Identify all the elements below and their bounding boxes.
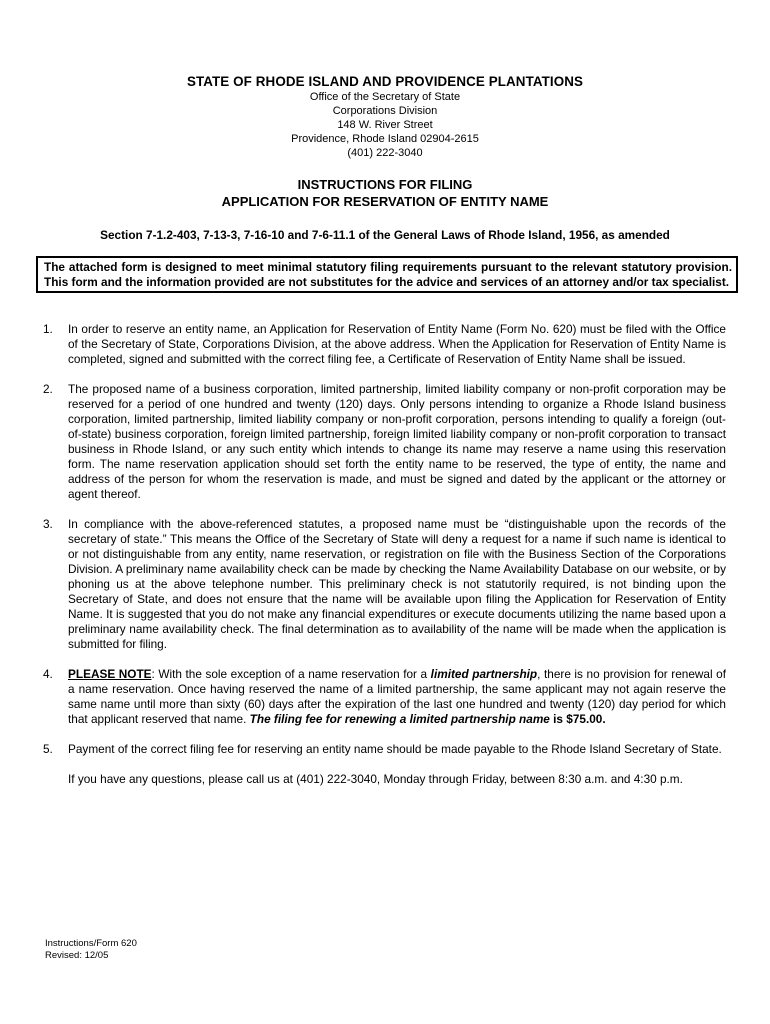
form-id: Instructions/Form 620 [45, 938, 137, 949]
instruction-list [43, 322, 726, 787]
title-line-2: APPLICATION FOR RESERVATION OF ENTITY NAME [221, 193, 549, 209]
renewal-fee-amount: is $75.00. [549, 712, 606, 726]
item-number: 3. [43, 517, 53, 531]
item-text: , there is no provision for renewal of a name reservation. Once having reserved the name of a limited partnership, the same applicant may not again reserve the same name until more than sixty (60) days after the expiration of the last one hundred and twenty (120) day period for which that applicant reserved that name. [68, 667, 726, 726]
item-number: 4. [43, 667, 53, 681]
street-address: 148 W. River Street [337, 119, 433, 131]
item-text: In order to reserve an entity name, an Application for Reservation of Entity Name (Form No. 620) must be filed with the Office of the Secretary of State, Corporations Division, at the above address. When the Application for Reservation of Entity Name is completed, signed and submitted with the correct filing fee, a Certificate of Reservation of Entity Name shall be issued. [68, 322, 726, 366]
notice-box: The attached form is designed to meet minimal statutory filing requirements pursuant to the relevant statutory provision. This form and the information provided are not substitutes for the advice and services of an attorney and/or tax specialist. [36, 256, 738, 293]
document-title [0, 177, 770, 210]
state-title: STATE OF RHODE ISLAND AND PROVIDENCE PLANTATIONS [186, 74, 584, 89]
item-number: 1. [43, 322, 53, 336]
title-line-1: INSTRUCTIONS FOR FILING [297, 177, 473, 192]
office-name: Office of the Secretary of State [309, 91, 461, 103]
footer [45, 938, 137, 962]
list-item [43, 667, 726, 727]
letterhead [0, 74, 770, 160]
limited-partnership-emphasis: limited partnership [430, 667, 538, 681]
list-item [43, 322, 726, 367]
section-reference: Section 7-1.2-403, 7-13-3, 7-16-10 and 7-6-11.1 of the General Laws of Rhode Island, 1956, as amended [100, 228, 670, 242]
list-item [43, 742, 726, 757]
list-item [43, 382, 726, 502]
questions-paragraph: If you have any questions, please call us at (401) 222-3040, Monday through Friday, between 8:30 a.m. and 4:30 p.m. [68, 772, 683, 786]
phone-number: (401) 222-3040 [347, 147, 423, 159]
renewal-fee-emphasis: The filing fee for renewing a limited partnership name [249, 712, 550, 726]
please-note-label: PLEASE NOTE [68, 667, 152, 681]
list-item [43, 517, 726, 652]
revision-date: Revised: 12/05 [45, 950, 109, 961]
division-name: Corporations Division [332, 105, 438, 117]
item-text: Payment of the correct filing fee for reserving an entity name should be made payable to the Rhode Island Secretary of State. [68, 742, 722, 756]
item-number: 5. [43, 742, 53, 756]
item-text: In compliance with the above-referenced statutes, a proposed name must be “distinguishable upon the records of the secretary of state.” This means the Office of the Secretary of State will deny a request for a name if such name is identical to or not distinguishable from any entity, name reservation, or registration on file with the Business Section of the Corporations Division. A preliminary name availability check can be made by checking the Name Availability Database on our website, or by phoning us at the above telephone number. This preliminary check is not statutorily required, is not binding upon the Secretary of State, and does not ensure that the name will be available upon filing the Application for Reservation of Entity Name. It is suggested that you do not make any financial expenditures or execute documents utilizing the name based upon a preliminary name availability check. The final determination as to availability of the name will be made when the application is submitted for filing. [68, 517, 726, 651]
item-text: The proposed name of a business corporation, limited partnership, limited liability company or non-profit corporation may be reserved for a period of one hundred and twenty (120) days. Only persons intending to organize a Rhode Island business corporation, limited partnership, limited liability company or non-profit corporation, persons intending to qualify a foreign (out-of-state) business corporation, foreign limited partnership, foreign limited liability company or non-profit corporation to transact business in Rhode Island, or any such entity which intends to change its name may reserve a name using this reservation form. The name reservation application should set forth the entity name to be reserved, the type of entity, the name and address of the person for whom the reservation is made, and must be signed and dated by the applicant or the attorney or agent thereof. [68, 382, 726, 501]
item-number: 2. [43, 382, 53, 396]
item-text: : With the sole exception of a name reservation for a [151, 667, 431, 681]
city-address: Providence, Rhode Island 02904-2615 [291, 133, 479, 145]
